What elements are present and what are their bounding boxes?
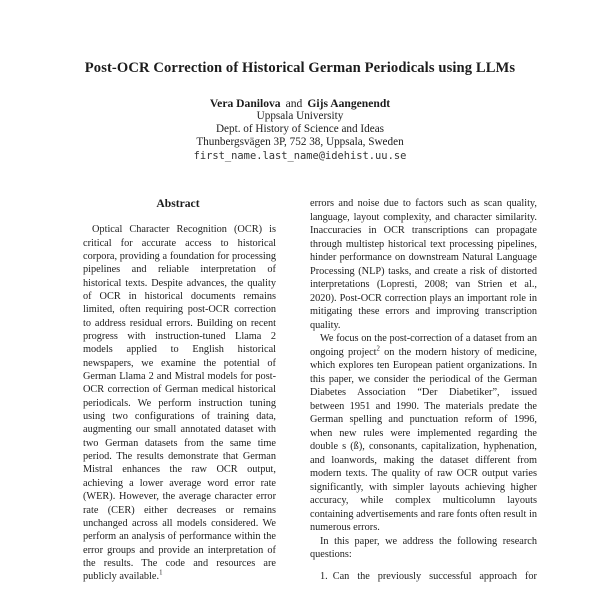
two-column-body <box>63 197 537 583</box>
paper-title: Post-OCR Correction of Historical German Periodicals using LLMs <box>84 60 516 76</box>
left-column <box>63 197 293 583</box>
paragraph-segment-after-footnote: on the modern history of medicine, which explores ten European patient organizations. In this paper, we consider the periodical of the German Diabetes Association “Der Diabetiker”, issued between 1951 and 1990. The materials predate the German spelling and punctuation reform of 1996, when new rules were implemented regarding the double s (ß), consonants, capitalization, hyphenation, and loanwords, making the dataset different from modern texts. The quality of raw OCR output varies significantly, with simpler layouts achieving higher accuracy, while complex multicolumn layouts containing advertisements and rare fonts often result in numerous errors. <box>310 346 537 534</box>
abstract-text <box>83 223 276 583</box>
paragraph-segment-before-footnote: We focus on the post-correction of a dataset from an ongoing project <box>310 333 537 358</box>
affiliation-address: Thunbergsvägen 3P, 752 38, Uppsala, Sweden <box>196 136 404 149</box>
affiliation-department: Dept. of History of Science and Ideas <box>215 123 385 136</box>
abstract-text-body: Optical Character Recognition (OCR) is critical for accurate access to historical corpora, providing a foundation for processing pipelines and reliable interpretation of historical texts. Despite advances, the quality of OCR in historical documents remains limited, often requiring post-OCR correction to address residual errors. Building on recent progress with instruction-tuned Llama 2 models applied to English historical newspapers, we examine the potential of German Llama 2 and Mistral models for post-OCR correction of German medical historical periodicals. We perform instruction tuning using two configurations of training data, augmenting our small annotated dataset with two German datasets from the same time period. The results demonstrate that German Mistral enhances the raw OCR output, achieving a lower average word error rate (WER). However, the average character error rate (CER) either decreases or remains unchanged across all models considered. We perform an analysis of performance within the error groups and provide an interpretation of the results. The code and resources are publicly available. <box>83 224 276 583</box>
intro-paragraph-continued: errors and noise due to factors such as scan quality, language, layout complexity, and character similarity. Inaccuracies in OCR transcriptions can propagate through multistep historical text processing pipelines, hinder performance on downstream Natural Language Processing (NLP) tasks, and create a risk of distorted interpretations (Lopresti, 2008; van Strien et al., 2020). Post-OCR correction plays an important role in mitigating these errors and improving transcription quality. <box>310 198 537 331</box>
research-question-item-1 <box>310 570 537 584</box>
author-line <box>0 97 600 110</box>
footnote-marker-1: 1 <box>159 569 163 577</box>
author-name-1: Vera Danilova <box>209 97 281 110</box>
intro-paragraph-questions: In this paper, we address the following research questions: <box>310 535 537 561</box>
intro-paragraph-focus <box>310 332 537 535</box>
author-separator: and <box>285 97 303 110</box>
list-item-text: Can the previously successful approach for <box>332 570 537 582</box>
contact-email: first_name.last_name@idehist.uu.se <box>193 150 407 163</box>
right-column <box>310 197 537 583</box>
author-name-2: Gijs Aangenendt <box>307 97 391 110</box>
list-item-number: 1. <box>320 570 328 582</box>
abstract-heading: Abstract <box>156 197 200 211</box>
affiliation-institution: Uppsala University <box>256 110 344 122</box>
paper-header <box>0 0 600 163</box>
footnote-marker-2: 2 <box>376 345 380 353</box>
